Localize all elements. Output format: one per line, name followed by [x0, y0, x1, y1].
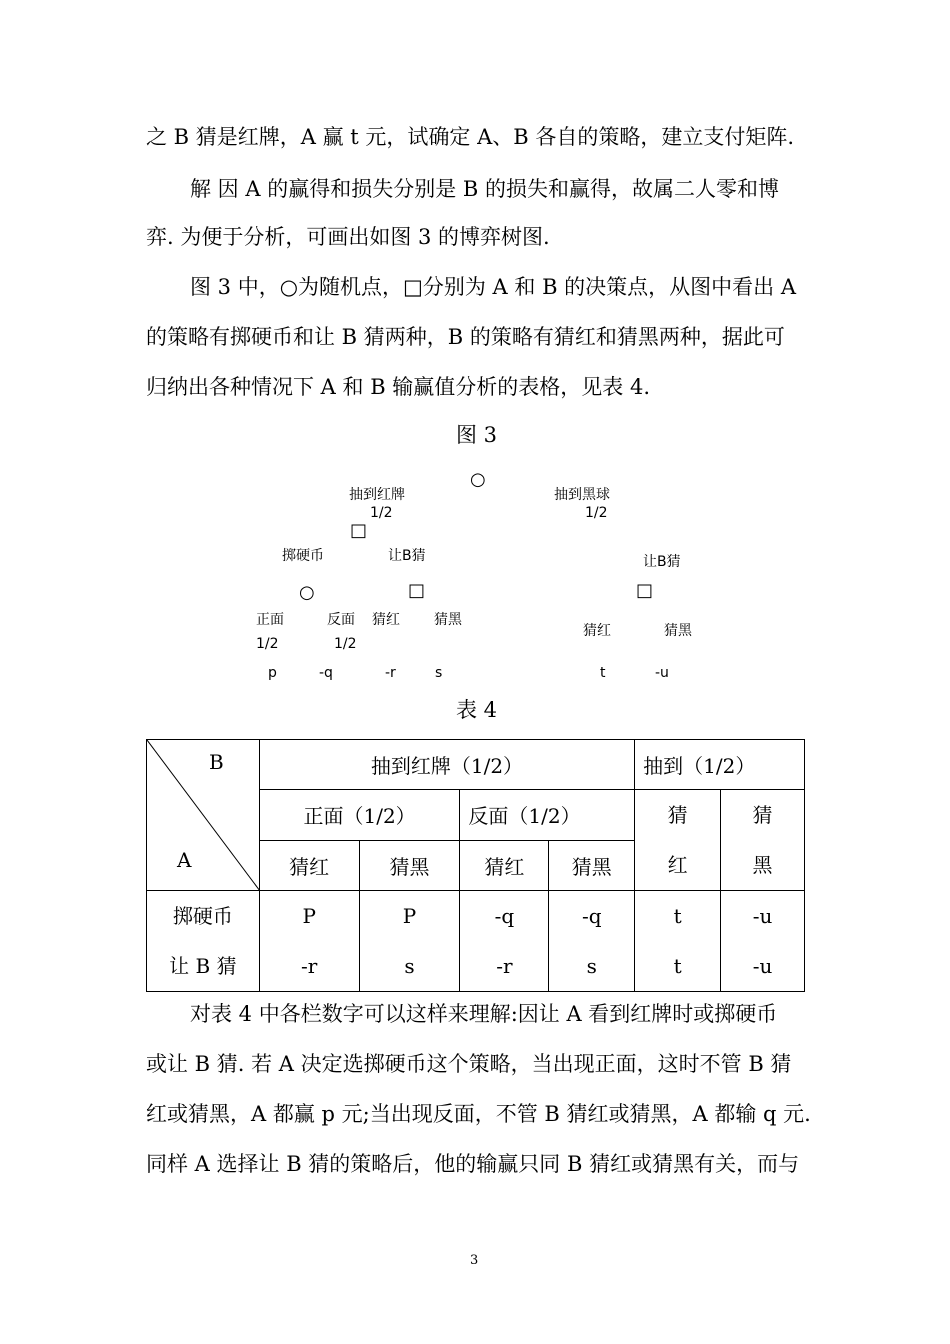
row-label: 掷硬币: [172, 904, 233, 928]
paragraph-line: 红或猜黑，A 都赢 p 元;当出现反面，不管 B 猜红或猜黑，A 都输 q 元.: [146, 1102, 811, 1126]
black-card-header: 抽到（1/2）: [635, 740, 805, 790]
page-number: 3: [470, 1253, 479, 1268]
heads-header: 正面（1/2）: [259, 790, 460, 841]
guess-black-bottom: 黑: [752, 853, 773, 877]
col-guess-red: 猜红: [259, 840, 359, 891]
paragraph-line: 的策略有掷硬币和让 B 猜两种，B 的策略有猜红和猜黑两种，据此可: [146, 325, 785, 349]
row-labels: [147, 891, 260, 992]
col-guess-black: 猜黑: [549, 840, 635, 891]
red-branch-label: 抽到红牌: [349, 487, 405, 503]
paragraph-line: 对表 4 中各栏数字可以这样来理解:因让 A 看到红牌时或掷硬币: [190, 1002, 778, 1026]
black-branch-prob: 1/2: [585, 505, 608, 521]
figure-title: 图 3: [456, 423, 498, 447]
heads-label: 正面: [256, 612, 284, 628]
tails-prob: 1/2: [334, 636, 357, 652]
guess-red-top: 猜: [667, 803, 688, 827]
guess-black-header: [721, 790, 805, 891]
guess-red-label: 猜红: [372, 612, 400, 628]
chance-node-root: ○: [470, 469, 486, 490]
decision-node-b: □: [408, 580, 426, 601]
paragraph-line: 同样 A 选择让 B 猜的策略后，他的输赢只同 B 猜红或猜黑有关，而与: [146, 1152, 800, 1176]
payoff-value: -r: [385, 665, 396, 681]
paragraph-line: 归纳出各种情况下 A 和 B 输赢值分析的表格，见表 4.: [146, 375, 651, 399]
table-cell: -u -u: [721, 891, 805, 992]
col-guess-red: 猜红: [460, 840, 549, 891]
col-guess-black: 猜黑: [359, 840, 460, 891]
let-b-guess-label: 让B猜: [643, 554, 681, 570]
payoff-value: p: [268, 665, 277, 681]
guess-red-header: [635, 790, 721, 891]
paragraph-line: 图 3 中，○为随机点，□分别为 A 和 B 的决策点，从图中看出 A: [190, 275, 797, 299]
payoff-value: t: [600, 665, 606, 681]
heads-prob: 1/2: [256, 636, 279, 652]
paragraph-line: 或让 B 猜. 若 A 决定选掷硬币这个策略，当出现正面，这时不管 B 猜: [146, 1052, 792, 1076]
guess-red-bottom: 红: [667, 853, 688, 877]
tails-label: 反面: [327, 612, 355, 628]
black-branch-label: 抽到黑球: [554, 487, 610, 503]
payoff-value: s: [435, 665, 443, 681]
table-cell: P -r: [259, 891, 359, 992]
guess-black-top: 猜: [752, 803, 773, 827]
paragraph-line: 之 B 猜是红牌，A 赢 t 元，试确定 A、B 各自的策略，建立支付矩阵.: [146, 125, 795, 149]
red-card-header: 抽到红牌（1/2）: [259, 740, 634, 790]
payoff-value: -q: [319, 665, 333, 681]
tails-header: 反面（1/2）: [460, 790, 635, 841]
corner-a-label: A: [177, 848, 192, 872]
guess-black-label: 猜黑: [664, 623, 692, 639]
table-cell: P s: [359, 891, 460, 992]
red-branch-prob: 1/2: [370, 505, 393, 521]
chance-node-coin: ○: [299, 582, 315, 603]
table-cell: t t: [635, 891, 721, 992]
corner-b-label: B: [209, 750, 224, 774]
table-cell: -q -r: [460, 891, 549, 992]
row-label: 让 B 猜: [169, 954, 237, 978]
coin-label: 掷硬币: [282, 548, 324, 564]
guess-black-label: 猜黑: [434, 612, 462, 628]
decision-node-a: □: [350, 520, 368, 541]
table-cell: -q s: [549, 891, 635, 992]
paragraph-line: 弈. 为便于分析，可画出如图 3 的博弈树图.: [146, 225, 550, 249]
decision-node-b: □: [636, 580, 654, 601]
let-b-guess-label: 让B猜: [388, 548, 426, 564]
guess-red-label: 猜红: [583, 623, 611, 639]
payoff-table: [146, 739, 805, 992]
table-body-rows: [147, 891, 805, 992]
paragraph-line: 解 因 A 的赢得和损失分别是 B 的损失和赢得，故属二人零和博: [190, 177, 779, 201]
payoff-value: -u: [655, 665, 669, 681]
table-title: 表 4: [456, 698, 498, 722]
corner-diagonal: [147, 740, 260, 891]
table-corner-cell: [147, 740, 260, 891]
